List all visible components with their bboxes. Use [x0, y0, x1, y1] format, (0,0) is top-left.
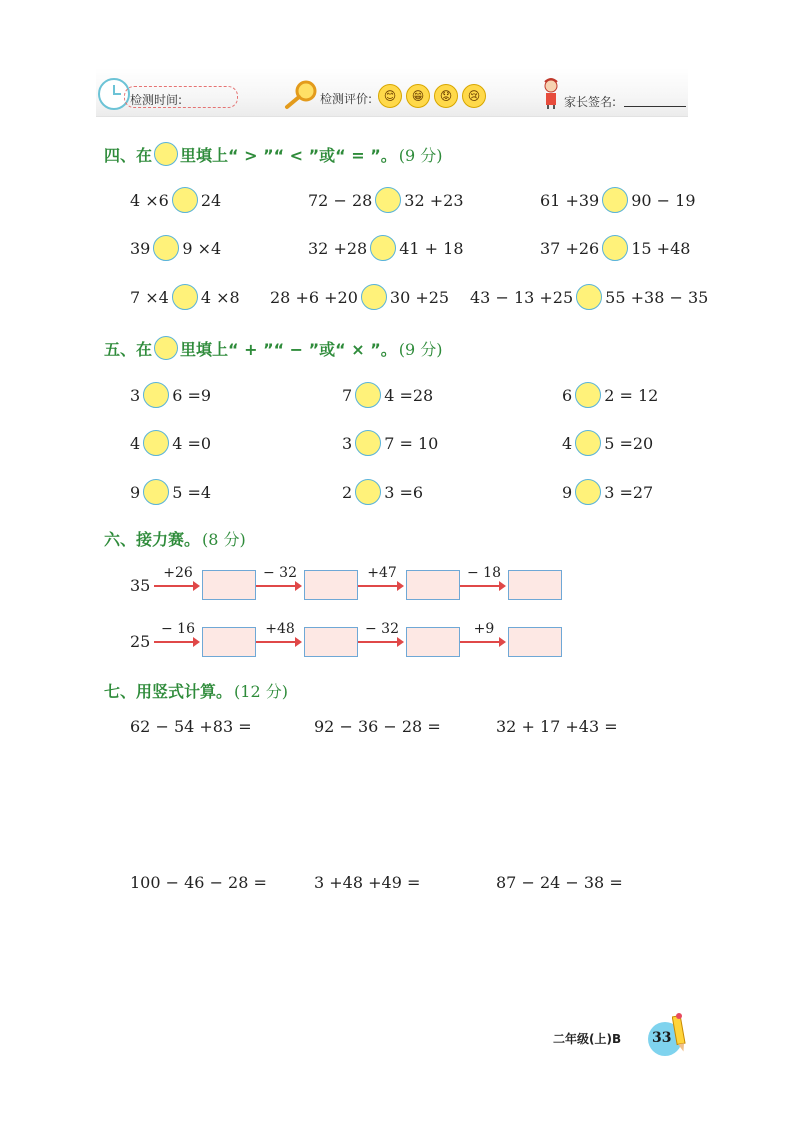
relay-answer-box[interactable]: [304, 627, 358, 657]
smile-face-icon[interactable]: 😊: [378, 84, 402, 108]
relay-answer-box[interactable]: [202, 627, 256, 657]
expr-right: 5 =4: [172, 482, 212, 502]
section-5-score: (9 分): [398, 339, 443, 359]
answer-circle[interactable]: [602, 187, 628, 213]
expr-right: 30 +25: [389, 287, 450, 307]
expr-left: 3: [130, 385, 141, 405]
relay-op: +9: [473, 621, 495, 637]
operator-item: [562, 382, 658, 408]
arrow-icon: [154, 641, 198, 643]
answer-circle[interactable]: [575, 382, 601, 408]
expr-left: 39: [130, 238, 151, 258]
relay-op: − 32: [263, 565, 297, 581]
child-icon: [540, 78, 562, 110]
vertical-calc-problem: 92 − 36 − 28 =: [314, 717, 441, 736]
expr-left: 32 +28: [308, 238, 368, 258]
section-4-title: [104, 142, 443, 166]
relay-answer-box[interactable]: [304, 570, 358, 600]
expr-left: 9: [562, 482, 573, 502]
operator-item: [562, 430, 653, 456]
expr-left: 7: [342, 385, 353, 405]
expr-left: 7 ×4: [130, 287, 169, 307]
answer-circle[interactable]: [575, 430, 601, 456]
arrow-icon: [460, 585, 504, 587]
signature-label: 家长签名:: [564, 95, 617, 109]
compare-item: [540, 187, 696, 213]
section-5-title-a: 五、在: [104, 339, 153, 359]
pencil-icon: [672, 1012, 686, 1054]
page-number: 33: [652, 1030, 672, 1046]
answer-circle[interactable]: [172, 187, 198, 213]
vertical-calc-problem: 100 − 46 − 28 =: [130, 873, 267, 892]
expr-right: 6 =9: [172, 385, 212, 405]
answer-circle[interactable]: [576, 284, 602, 310]
section-7-title-text: 七、用竖式计算。: [104, 682, 233, 701]
expr-right: 2 = 12: [604, 385, 659, 405]
relay-start-number: 25: [130, 632, 151, 651]
answer-circle[interactable]: [602, 235, 628, 261]
relay-answer-box[interactable]: [202, 570, 256, 600]
relay-op: − 18: [467, 565, 501, 581]
time-label: 检测时间:: [130, 93, 183, 107]
vertical-calc-problem: 32 + 17 +43 =: [496, 717, 618, 736]
section-7-title: [104, 679, 288, 702]
relay-op: +26: [163, 565, 193, 581]
expr-left: 3: [342, 433, 353, 453]
compare-item: [270, 284, 449, 310]
expr-right: 5 =20: [604, 433, 654, 453]
relay-op: − 16: [161, 621, 195, 637]
grin-face-icon[interactable]: 😁: [406, 84, 430, 108]
vertical-calc-problem: 62 − 54 +83 =: [130, 717, 252, 736]
answer-circle[interactable]: [355, 479, 381, 505]
relay-answer-box[interactable]: [508, 627, 562, 657]
worried-face-icon[interactable]: 😟: [434, 84, 458, 108]
compare-item: [470, 284, 708, 310]
expr-left: 4: [130, 433, 141, 453]
expr-right: 41 + 18: [399, 238, 464, 258]
operator-item: [130, 382, 211, 408]
crying-face-icon[interactable]: 😢: [462, 84, 486, 108]
expr-left: 37 +26: [540, 238, 600, 258]
compare-item: [130, 284, 240, 310]
relay-answer-box[interactable]: [406, 627, 460, 657]
section-4-title-b: 里填上“ > ”“ < ”或“ = ”。: [180, 145, 397, 165]
section-4-title-a: 四、在: [104, 145, 153, 165]
expr-left: 9: [130, 482, 141, 502]
answer-circle[interactable]: [355, 430, 381, 456]
circle-icon: [154, 142, 178, 166]
answer-circle[interactable]: [172, 284, 198, 310]
section-6-title-text: 六、接力赛。: [104, 530, 201, 549]
relay-op: − 32: [365, 621, 399, 637]
answer-circle[interactable]: [361, 284, 387, 310]
section-4-score: (9 分): [398, 145, 443, 165]
relay-answer-box[interactable]: [406, 570, 460, 600]
section-6-score: (8 分): [202, 530, 246, 549]
answer-circle[interactable]: [153, 235, 179, 261]
operator-item: [562, 479, 653, 505]
vertical-calc-problem: 3 +48 +49 =: [314, 873, 421, 892]
answer-circle[interactable]: [143, 430, 169, 456]
expr-left: 43 − 13 +25: [470, 287, 574, 307]
section-6-title: [104, 527, 246, 550]
compare-item: [130, 187, 221, 213]
expr-right: 55 +38 − 35: [605, 287, 709, 307]
arrow-icon: [256, 641, 300, 643]
expr-right: 7 = 10: [384, 433, 439, 453]
relay-op: +48: [265, 621, 295, 637]
answer-circle[interactable]: [575, 479, 601, 505]
expr-left: 61 +39: [540, 190, 600, 210]
evaluation-label: 检测评价:: [320, 92, 373, 106]
compare-item: [540, 235, 690, 261]
expr-right: 4 =0: [172, 433, 212, 453]
grade-label: 二年级(上)B: [553, 1032, 622, 1046]
expr-left: 4 ×6: [130, 190, 169, 210]
answer-circle[interactable]: [355, 382, 381, 408]
compare-item: [308, 187, 464, 213]
expr-left: 2: [342, 482, 353, 502]
arrow-icon: [256, 585, 300, 587]
expr-right: 4 ×8: [200, 287, 240, 307]
expr-right: 3 =27: [604, 482, 654, 502]
operator-item: [130, 430, 211, 456]
section-5-title-b: 里填上“ + ”“ − ”或“ × ”。: [180, 339, 397, 359]
section-5-title: [104, 336, 443, 360]
expr-right: 4 =28: [384, 385, 434, 405]
answer-circle[interactable]: [370, 235, 396, 261]
arrow-icon: [358, 641, 402, 643]
vertical-calc-problem: 87 − 24 − 38 =: [496, 873, 623, 892]
operator-item: [342, 479, 423, 505]
expr-right: 32 +23: [404, 190, 464, 210]
relay-answer-box[interactable]: [508, 570, 562, 600]
circle-icon: [154, 336, 178, 360]
expr-left: 72 − 28: [308, 190, 373, 210]
answer-circle[interactable]: [143, 382, 169, 408]
arrow-icon: [358, 585, 402, 587]
expr-right: 3 =6: [384, 482, 424, 502]
expr-right: 9 ×4: [182, 238, 222, 258]
answer-circle[interactable]: [375, 187, 401, 213]
expr-right: 15 +48: [631, 238, 691, 258]
expr-left: 28 +6 +20: [270, 287, 358, 307]
relay-op: +47: [367, 565, 397, 581]
expr-left: 4: [562, 433, 573, 453]
operator-item: [342, 382, 433, 408]
operator-item: [342, 430, 438, 456]
section-7-score: (12 分): [234, 682, 288, 701]
relay-start-number: 35: [130, 576, 151, 595]
answer-circle[interactable]: [143, 479, 169, 505]
expr-left: 6: [562, 385, 573, 405]
expr-right: 24: [200, 190, 222, 210]
expr-right: 90 − 19: [631, 190, 696, 210]
compare-item: [308, 235, 464, 261]
arrow-icon: [460, 641, 504, 643]
magnifier-icon: [284, 80, 318, 110]
signature-field[interactable]: [624, 106, 686, 107]
arrow-icon: [154, 585, 198, 587]
compare-item: [130, 235, 221, 261]
operator-item: [130, 479, 211, 505]
